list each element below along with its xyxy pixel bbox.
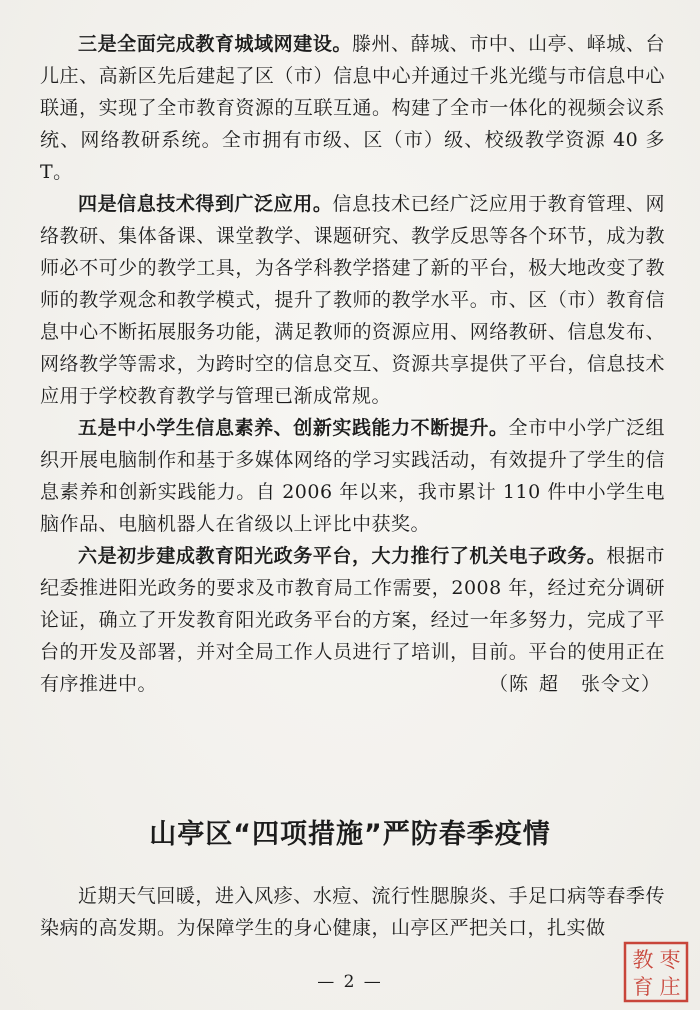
- byline-name-1: 超: [538, 673, 559, 695]
- byline-open: （陈: [488, 673, 529, 695]
- seal-stamp-icon: [622, 940, 690, 1004]
- article-body: [40, 28, 665, 700]
- paragraph-3: [40, 28, 665, 188]
- paragraph-lead: 三是全面完成教育城域网建设。: [78, 33, 352, 55]
- seal-char: 教: [632, 948, 654, 972]
- article-title: 山亭区“四项措施”严防春季疫情: [149, 819, 551, 850]
- paragraph-4: [40, 188, 665, 412]
- paragraph-5: [40, 412, 665, 540]
- paragraph-text: 根据市纪委推进阳光政务的要求及市教育局工作需要，2008 年，经过充分调研论证，确立了开发教育阳光政务平台的方案，经过一年多努力，完成了平台的开发及部署，并对全局工作人员进行了培训，目前。平台的使用正在有序推进中。: [40, 545, 665, 695]
- paragraph-lead: 六是初步建成教育阳光政务平台，大力推行了机关电子政务。: [78, 545, 607, 567]
- paragraph-text: 全市中小学广泛组织开展电脑制作和基于多媒体网络的学习实践活动，有效提升了学生的信息素养和创新实践能力。自 2006 年以来，我市累计 110 件中小学生电脑作品、电脑机器人在省级以上评比中获奖。: [40, 417, 665, 535]
- paragraph-text: 信息技术已经广泛应用于教育管理、网络教研、集体备课、课堂教学、课题研究、教学反思等各个环节，成为教师必不可少的教学工具，为各学科教学搭建了新的平台，极大地改变了教师的教学观念和教学模式，提升了教师的教学水平。市、区（市）教育信息中心不断拓展服务功能，满足教师的资源应用、网络教研、信息发布、网络教学等需求，为跨时空的信息交互、资源共享提供了平台，信息技术应用于学校教育教学与管理已渐成常规。: [40, 193, 665, 407]
- byline-name-2: 张令文）: [580, 673, 661, 695]
- seal-char: 庄: [659, 975, 681, 999]
- seal-char: 育: [632, 975, 654, 999]
- paragraph-lead: 四是信息技术得到广泛应用。: [78, 193, 333, 215]
- paragraph-lead: 五是中小学生信息素养、创新实践能力不断提升。: [78, 417, 509, 439]
- seal-char: 枣: [659, 948, 681, 972]
- page-number: — 2 —: [317, 972, 383, 992]
- paragraph-text: 滕州、薛城、市中、山亭、峄城、台儿庄、高新区先后建起了区（市）信息中心并通过千兆光缆与市信息中心联通，实现了全市教育资源的互联互通。构建了全市一体化的视频会议系统、网络教研系统。全市拥有市级、区（市）级、校级教学资源 40 多 T。: [40, 33, 665, 183]
- article2-intro: 近期天气回暖，进入风疹、水痘、流行性腮腺炎、手足口病等春季传染病的高发期。为保障学生的身心健康，山亭区严把关口，扎实做: [40, 885, 665, 939]
- article2-body: [40, 880, 665, 944]
